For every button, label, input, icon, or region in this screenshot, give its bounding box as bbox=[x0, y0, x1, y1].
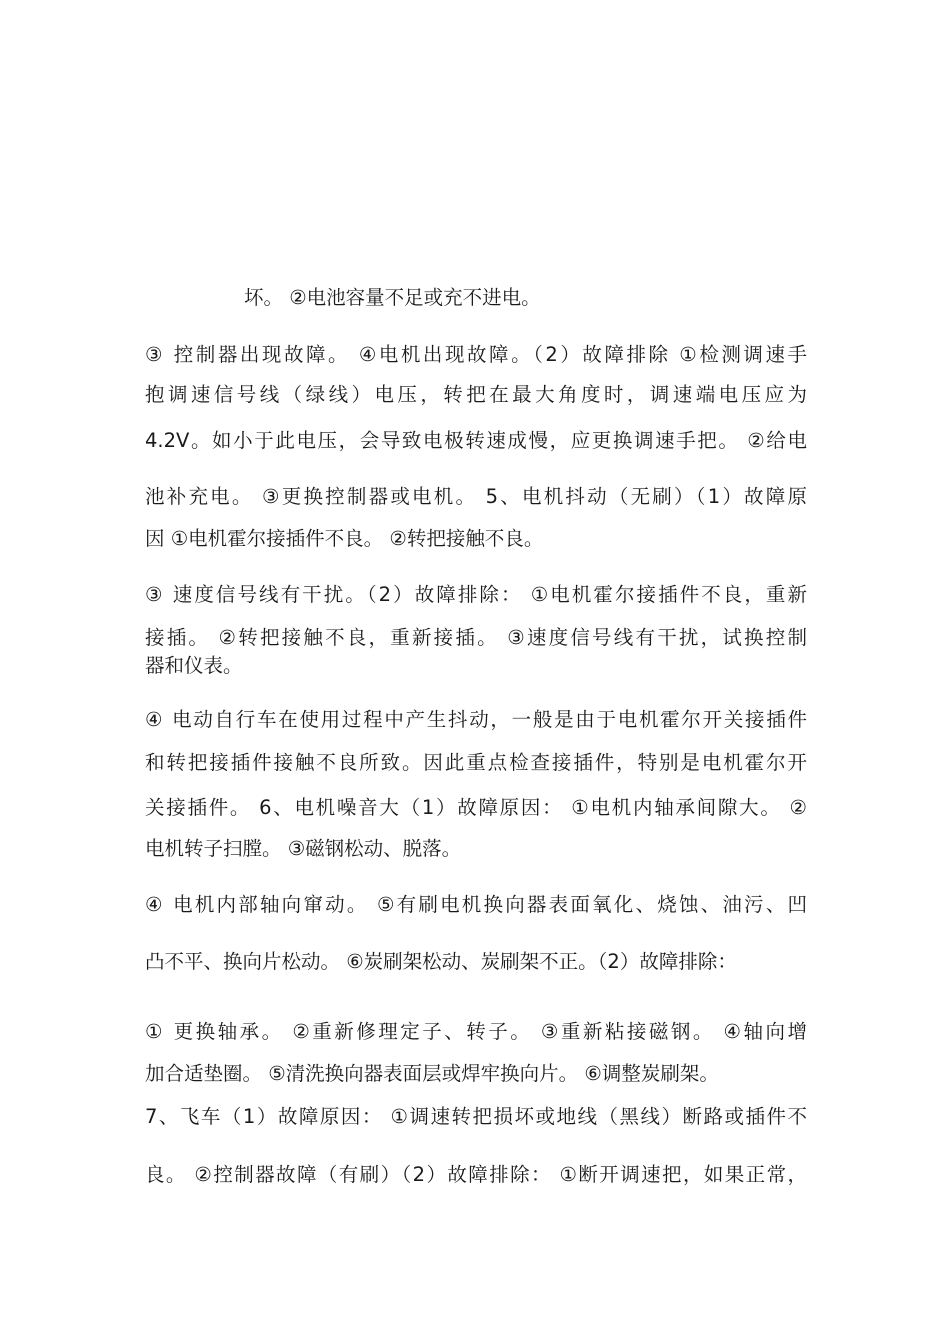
text-line-14: ④ 电机内部轴向窜动。 ⑤有刷电机换向器表面氧化、烧蚀、油污、凹 bbox=[145, 893, 807, 916]
text-line-19: 良。 ②控制器故障（有刷）（2）故障排除： ①断开调速把，如果正常， bbox=[145, 1163, 807, 1186]
text-line-5: 池补充电。 ③更换控制器或电机。 5、电机抖动（无刷）（1）故障原 bbox=[145, 485, 807, 508]
text-line-10: ④ 电动自行车在使用过程中产生抖动，一般是由于电机霍尔开关接插件 bbox=[145, 708, 807, 731]
text-line-17: 加合适垫圈。 ⑤清洗换向器表面层或焊牢换向片。 ⑥调整炭刷架。 bbox=[145, 1062, 719, 1085]
text-line-7: ③ 速度信号线有干扰。（2）故障排除： ①电机霍尔接插件不良，重新 bbox=[145, 583, 807, 606]
text-line-4: 4.2V。如小于此电压，会导致电极转速成慢，应更换调速手把。 ②给电 bbox=[145, 429, 807, 452]
text-line-8: 接插。 ②转把接触不良，重新接插。 ③速度信号线有干扰，试换控制 bbox=[145, 626, 807, 649]
text-line-15: 凸不平、换向片松动。 ⑥炭刷架松动、炭刷架不正。（2）故障排除： bbox=[145, 950, 737, 973]
text-line-16: ① 更换轴承。 ②重新修理定子、转子。 ③重新粘接磁钢。 ④轴向增 bbox=[145, 1020, 807, 1043]
text-line-12: 关接插件。 6、电机噪音大（1）故障原因： ①电机内轴承间隙大。 ② bbox=[145, 796, 807, 819]
text-line-18: 7、飞车（1）故障原因： ①调速转把损坏或地线（黑线）断路或插件不 bbox=[145, 1105, 807, 1128]
text-line-2: ③ 控制器出现故障。 ④电机出现故障。（2）故障排除 ①检测调速手 bbox=[145, 343, 807, 366]
text-line-11: 和转把接插件接触不良所致。因此重点检查接插件，特别是电机霍尔开 bbox=[145, 751, 807, 774]
text-line-9: 器和仪表。 bbox=[145, 654, 243, 677]
text-line-3: 抱调速信号线（绿线）电压，转把在最大角度时，调速端电压应为 bbox=[145, 383, 807, 406]
text-line-6: 因 ①电机霍尔接插件不良。 ②转把接触不良。 bbox=[145, 527, 544, 550]
text-line-13: 电机转子扫膛。 ③磁钢松动、脱落。 bbox=[145, 837, 462, 860]
text-line-1: 坏。 ②电池容量不足或充不进电。 bbox=[244, 286, 541, 309]
